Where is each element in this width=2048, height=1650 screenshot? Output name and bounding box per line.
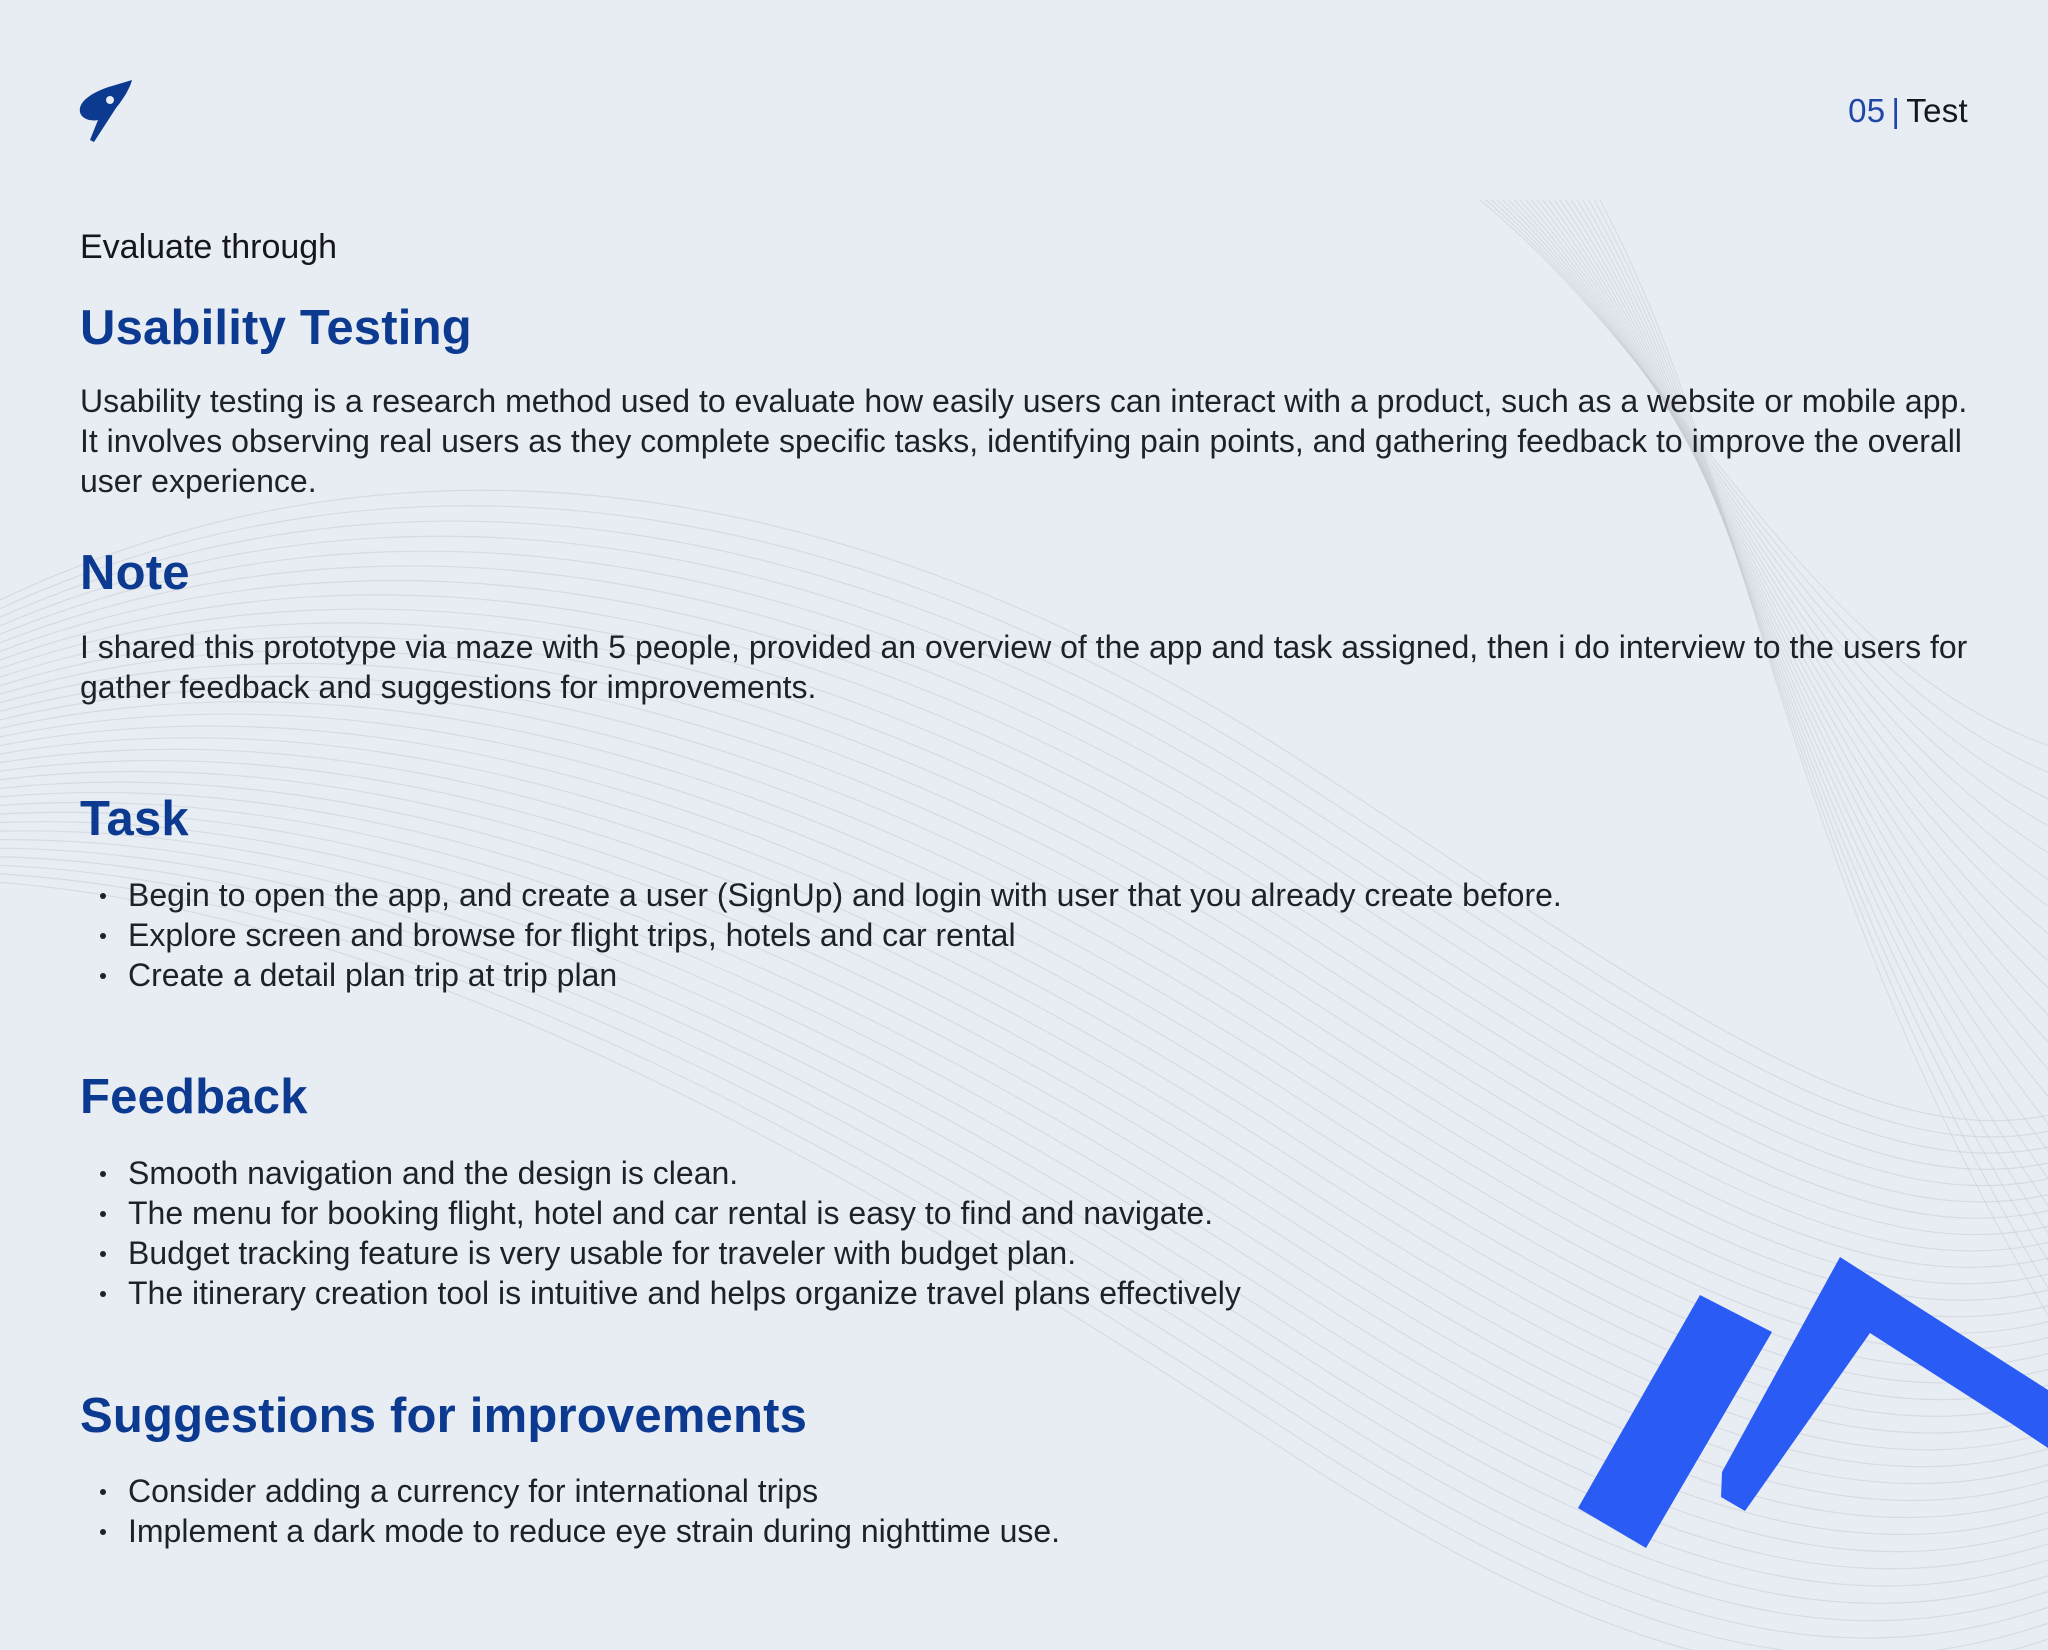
page-indicator [1848, 92, 1968, 130]
wave-line [0, 506, 2048, 1137]
suggestions-list [80, 1471, 1780, 1551]
note-text: I shared this prototype via maze with 5 people, provided an overview of the app and task assigned, then i do interview to the users for gather feedback and suggestions for improvements. [80, 629, 1968, 705]
wave-line [0, 490, 2048, 1120]
list-item: The itinerary creation tool is intuitive and helps organize travel plans effectively [80, 1273, 1780, 1313]
rocket-logo-icon [76, 78, 134, 144]
list-item: Budget tracking feature is very usable for traveler with budget plan. [80, 1233, 1780, 1273]
list-item: Consider adding a currency for international trips [80, 1471, 1780, 1511]
section-name: Test [1906, 92, 1968, 129]
wave-line [1497, 200, 2048, 851]
list-item: Create a detail plan trip at trip plan [80, 955, 1780, 995]
list-item: Explore screen and browse for flight trips, hotels and car rental [80, 915, 1780, 955]
usability-testing-description: Usability testing is a research method used to evaluate how easily users can interact with a product, such as a website or mobile app. It involves observing real users as they complete specific tasks, identifying pain points, and gathering feedback to improve the overall user experience. [80, 383, 1968, 499]
task-heading: Task [80, 792, 189, 846]
list-item: Smooth navigation and the design is clean. [80, 1153, 1780, 1193]
page-separator: | [1891, 92, 1901, 129]
eyebrow-text: Evaluate through [80, 228, 338, 266]
list-item: The menu for booking flight, hotel and car rental is easy to find and navigate. [80, 1193, 1780, 1233]
note-heading: Note [80, 546, 190, 600]
suggestions-heading: Suggestions for improvements [80, 1389, 808, 1443]
list-item: Begin to open the app, and create a user (SignUp) and login with user that you already create before. [80, 875, 1780, 915]
feedback-list [80, 1153, 1780, 1313]
task-list [80, 875, 1780, 995]
wave-line [1566, 200, 2048, 1217]
page-number: 05 [1848, 92, 1886, 129]
feedback-heading: Feedback [80, 1070, 308, 1124]
usability-testing-heading: Usability Testing [80, 301, 472, 355]
wave-line [1491, 200, 2048, 821]
list-item: Implement a dark mode to reduce eye strain during nighttime use. [80, 1511, 1780, 1551]
